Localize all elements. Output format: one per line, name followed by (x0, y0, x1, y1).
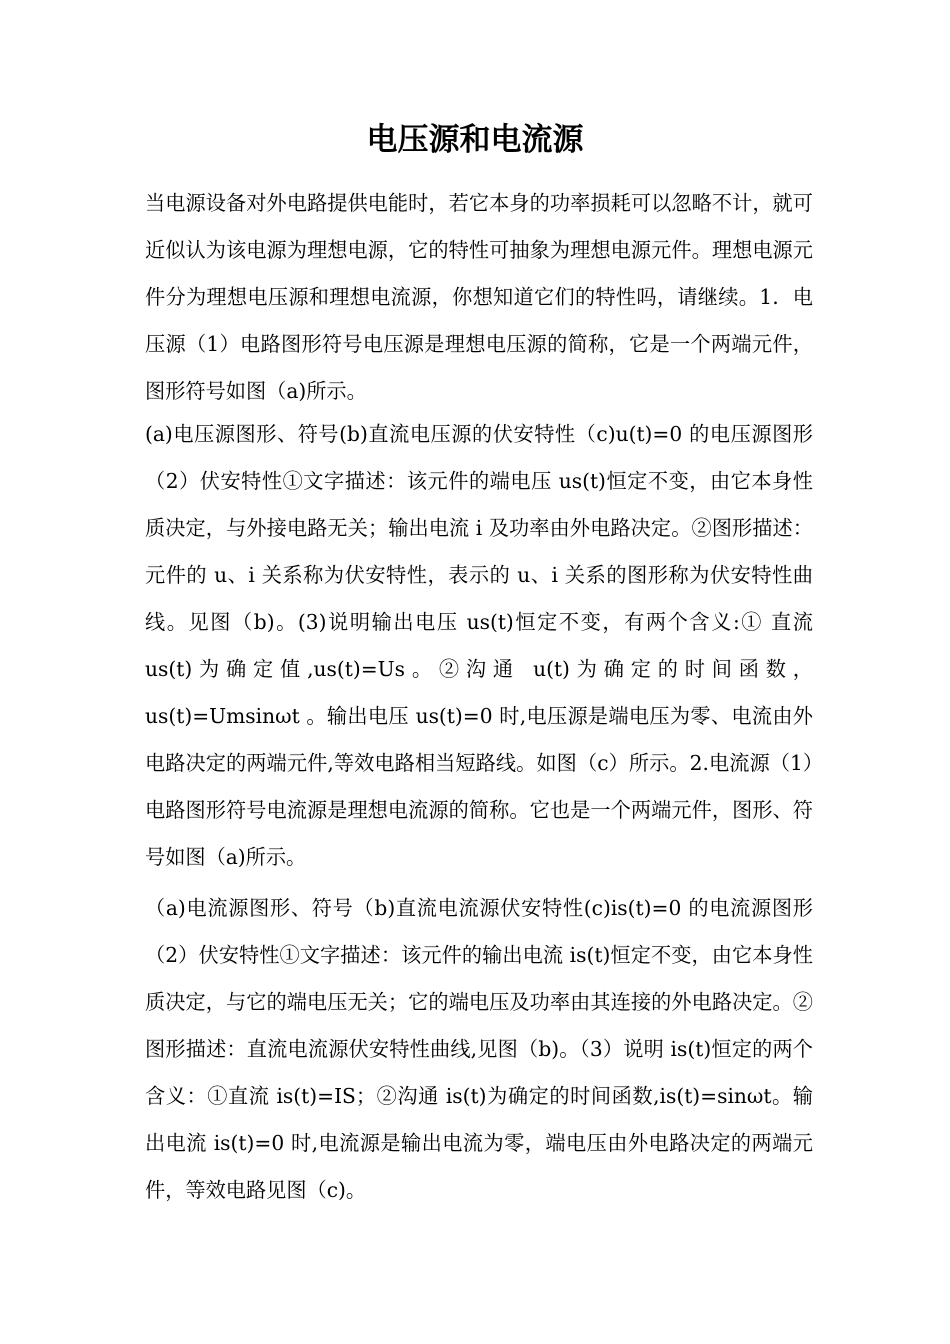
paragraph-2: (a)电压源图形、符号(b)直流电压源的伏安特性（c)u(t)=0 的电压源图形（2）伏安特性①文字描述：该元件的端电压 us(t)恒定不变，由它本身性质决定，与外接电路无关；输出电流 i 及功率由外电路决定。②图形描述：元件的 u、i 关系称为伏安特性，表示的 u、i 关系的图形称为伏安特性曲线。见图（b)。(3)说明输出电压 us(t)恒定不变，有两个含义:① 直流 us(t)为确定值,us(t)=Us。②沟通 u(t)为确定的时间函数，us(t)=Umsinωt 。输出电压 us(t)=0 时,电压源是端电压为零、电流由外电路决定的两端元件,等效电路相当短路线。如图（c）所示。2.电流源（1）电路图形符号电流源是理想电流源的简称。它也是一个两端元件，图形、符号如图（a)所示。 (145, 422, 813, 869)
paragraph-1: 当电源设备对外电路提供电能时，若它本身的功率损耗可以忽略不计，就可近似认为该电源为理想电源，它的特性可抽象为理想电源元件。理想电源元件分为理想电压源和理想电流源，你想知道它们的特性吗，请继续。1．电压源（1）电路图形符号电压源是理想电压源的简称，它是一个两端元件，图形符号如图（a)所示。 (145, 191, 813, 403)
paragraph-3: （a)电流源图形、符号（b)直流电流源伏安特性(c)is(t)=0 的电流源图形（2）伏安特性①文字描述：该元件的输出电流 is(t)恒定不变，由它本身性质决定，与它的端电压无关；它的端电压及功率由其连接的外电路决定。②图形描述：直流电流源伏安特性曲线,见图（b)。（3）说明 is(t)恒定的两个含义：①直流 is(t)=IS；②沟通 is(t)为确定的时间函数,is(t)=sinωt。输出电流 is(t)=0 时,电流源是输出电流为零，端电压由外电路决定的两端元件，等效电路见图（c)。 (145, 896, 813, 1202)
page-title: 电压源和电流源 (366, 122, 584, 158)
